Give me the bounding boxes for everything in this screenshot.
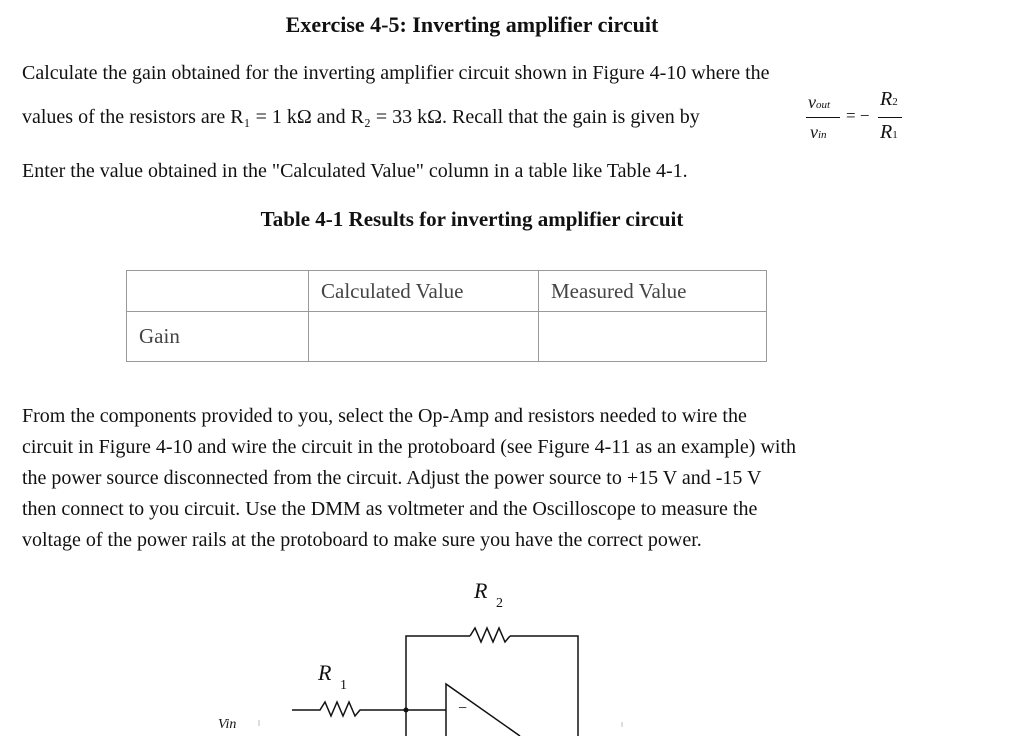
r2-label: R [474, 578, 488, 603]
table-caption: Table 4-1 Results for inverting amplifier circuit [260, 207, 684, 231]
formula-equals-minus: = − [846, 106, 870, 125]
exercise-title: Exercise 4-5: Inverting amplifier circuit [285, 12, 659, 37]
feedback-wire-right [510, 636, 578, 736]
intro-line-1: Calculate the gain obtained for the inverting amplifier circuit shown in Figure 4-10 where the [22, 62, 770, 84]
formula-numerator-left: vout [808, 92, 831, 112]
r1-subscript: 1 [340, 678, 347, 693]
formula-denominator-right: R1 [880, 121, 898, 143]
row-label-gain: Gain [127, 312, 309, 362]
r2-resistor-symbol [470, 628, 510, 642]
vin-label: Vin [218, 717, 237, 732]
r2-subscript: 2 [496, 596, 503, 611]
r1-label: R [318, 660, 332, 685]
intro-line-3: Enter the value obtained in the "Calculated Value" column in a table like Table 4-1. [22, 160, 688, 182]
procedure-line-5: voltage of the power rails at the protoboard to make sure you have the correct power. [22, 529, 702, 551]
formula-denominator-left: vin [810, 122, 827, 142]
op-amp-minus-sign: − [458, 700, 468, 717]
formula-numerator-right: R2 [880, 88, 898, 110]
procedure-line-4: then connect to you circuit. Use the DMM as voltmeter and the Oscilloscope to measure the [22, 498, 758, 520]
feedback-wire-left [406, 636, 470, 736]
procedure-line-1: From the components provided to you, select the Op-Amp and resistors needed to wire the [22, 405, 747, 427]
r1-resistor-symbol [292, 702, 406, 716]
intro-line-2: values of the resistors are R₁ = 1 kΩ and R₂ = 33 kΩ. Recall that the gain is given by [22, 106, 700, 128]
header-measured-value: Measured Value [539, 271, 767, 312]
procedure-line-3: the power source disconnected from the circuit. Adjust the power source to +15 V and -15 V [22, 467, 762, 489]
procedure-line-2: circuit in Figure 4-10 and wire the circuit in the protoboard (see Figure 4-11 as an example) with [22, 436, 797, 458]
header-calculated-value: Calculated Value [309, 271, 539, 312]
